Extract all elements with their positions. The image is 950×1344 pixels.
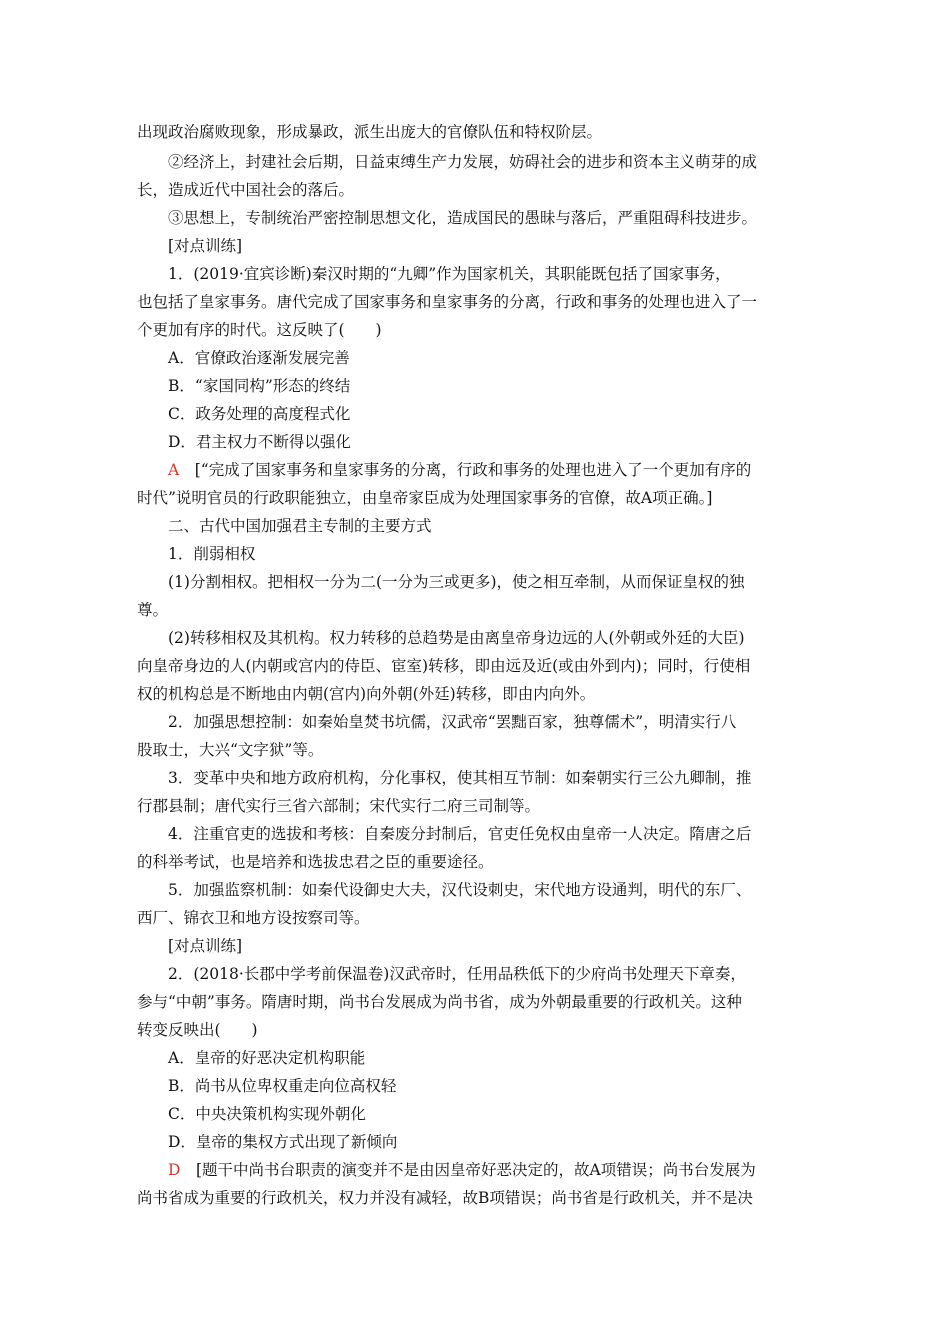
answer-letter: A (168, 461, 180, 479)
paragraph-line: 4．注重官吏的选拔和考核：自秦废分封制后，官吏任免权由皇帝一人决定。隋唐之后 (168, 825, 752, 843)
paragraph-line: 权的机构总是不断地由内朝(宫内)向外朝(外廷)转移，即由内向外。 (137, 685, 596, 703)
paragraph-line: 股取士，大兴“文字狱”等。 (137, 741, 324, 759)
paragraph-line: 向皇帝身边的人(内朝或宫内的侍臣、宦室)转移，即由远及近(或由外到内)；同时，行使相 (137, 657, 751, 675)
paragraph-line: 5．加强监察机制：如秦代设御史大夫，汉代设刺史，宋代地方设通判，明代的东厂、 (168, 881, 752, 899)
question-line: 参与“中朝”事务。隋唐时期，尚书台发展成为尚书省，成为外朝最重要的行政机关。这种 (137, 993, 742, 1011)
paragraph-line: 3．变革中央和地方政府机构，分化事权，使其相互节制：如秦朝实行三公九卿制，推 (168, 769, 752, 787)
paragraph-line: ③思想上，专制统治严密控制思想文化，造成国民的愚昧与落后，严重阻碍科技进步。 (168, 209, 758, 227)
question-line: 2．(2018·长郡中学考前保温卷)汉武帝时，任用品秩低下的少府尚书处理天下章奏， (168, 965, 746, 983)
paragraph-line: (1)分割相权。把相权一分为二(一分为三或更多)，使之相互牵制，从而保证皇权的独 (168, 573, 745, 591)
explanation-line: 尚书省成为重要的行政机关，权力并没有减轻，故B项错误；尚书省是行政机关，并不是决 (137, 1189, 753, 1207)
option-a: A．皇帝的好恶决定机构职能 (168, 1049, 366, 1067)
answer-letter: D (168, 1161, 181, 1179)
paragraph-line: 出现政治腐败现象，形成暴政，派生出庞大的官僚队伍和特权阶层。 (137, 123, 603, 141)
question-line: 转变反映出( ) (137, 1021, 258, 1039)
practice-heading: [对点训练] (168, 937, 243, 955)
paragraph-line: 尊。 (137, 601, 169, 619)
question-line: 1．(2019·宜宾诊断)秦汉时期的“九卿”作为国家机关，其职能既包括了国家事务， (168, 265, 731, 283)
option-c: C．中央决策机构实现外朝化 (168, 1105, 366, 1123)
paragraph-line: 长，造成近代中国社会的落后。 (137, 181, 355, 199)
question-line: 个更加有序的时代。这反映了( ) (137, 321, 382, 339)
question-line: 也包括了皇家事务。唐代完成了国家事务和皇家事务的分离，行政和事务的处理也进入了一 (137, 293, 758, 311)
explanation-text: [题干中尚书台职责的演变并不是由因皇帝好恶决定的，故A项错误；尚书台发展为 (195, 1161, 756, 1179)
option-a: A．官僚政治逐渐发展完善 (168, 349, 350, 367)
paragraph-line: 的科举考试，也是培养和选拔忠君之臣的重要途径。 (137, 853, 494, 871)
paragraph-line: ②经济上，封建社会后期，日益束缚生产力发展，妨碍社会的进步和资本主义萌芽的成 (168, 153, 758, 171)
option-b: B．“家国同构”形态的终结 (168, 377, 351, 395)
option-d: D．君主权力不断得以强化 (168, 433, 351, 451)
section-title: 二、古代中国加强君主专制的主要方式 (168, 517, 432, 535)
explanation-line (168, 460, 751, 480)
paragraph-line: 2．加强思想控制：如秦始皇焚书坑儒，汉武帝“罢黜百家，独尊儒术”，明清实行八 (168, 713, 737, 731)
paragraph-line: (2)转移相权及其机构。权力转移的总趋势是由离皇帝身边远的人(外朝或外廷的大臣) (168, 629, 745, 647)
point-heading: 1．削弱相权 (168, 545, 256, 563)
explanation-line: 时代”说明官员的行政职能独立，由皇帝家臣成为处理国家事务的官僚，故A项正确。] (137, 489, 713, 507)
explanation-line (168, 1160, 756, 1180)
practice-heading: [对点训练] (168, 237, 243, 255)
option-c: C．政务处理的高度程式化 (168, 405, 351, 423)
paragraph-line: 西厂、锦衣卫和地方设按察司等。 (137, 909, 370, 927)
option-d: D．皇帝的集权方式出现了新倾向 (168, 1133, 398, 1151)
explanation-text: [“完成了国家事务和皇家事务的分离，行政和事务的处理也进入了一个更加有序的 (194, 461, 752, 479)
option-b: B．尚书从位卑权重走向位高权轻 (168, 1077, 397, 1095)
paragraph-line: 行郡县制；唐代实行三省六部制；宋代实行二府三司制等。 (137, 797, 541, 815)
